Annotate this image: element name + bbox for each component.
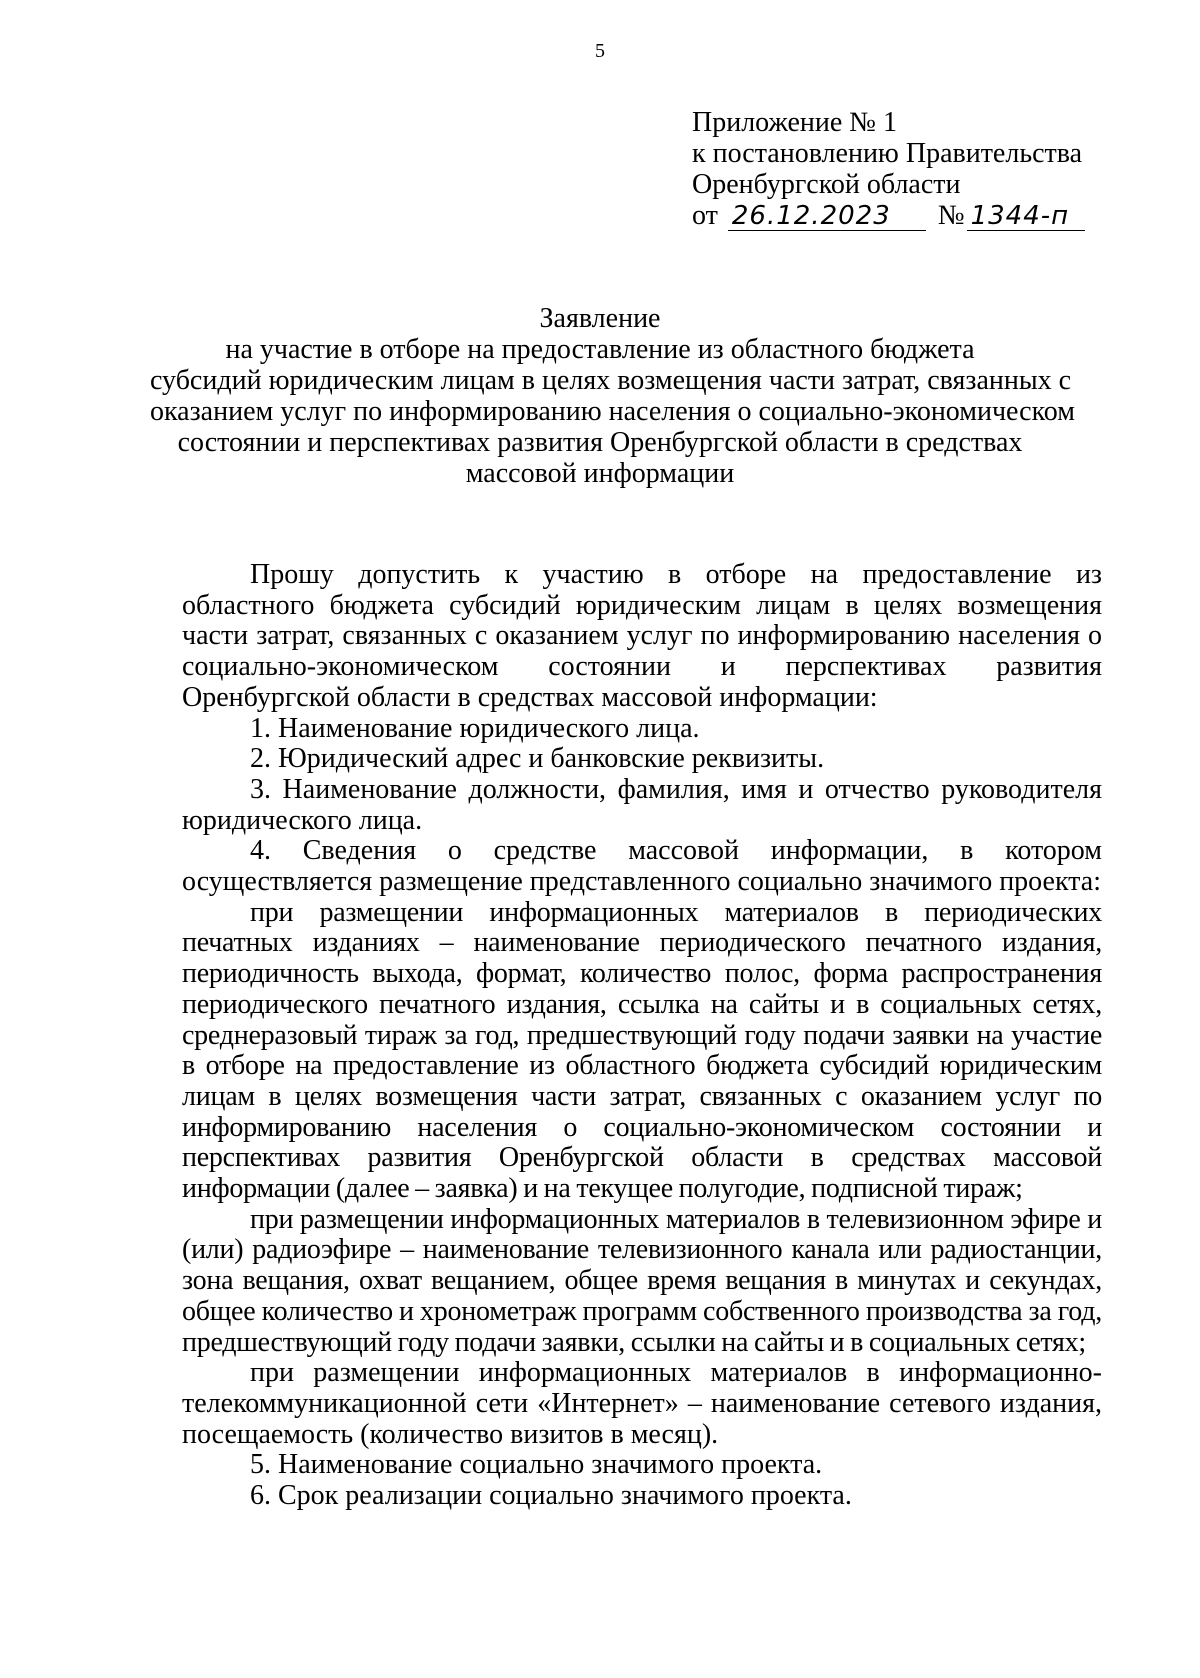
- list-item: 2. Юридический адрес и банковские реквизиты.: [250, 743, 825, 775]
- title-line: на участие в отборе на предоставление из областного бюджета: [225, 334, 975, 365]
- annex-date-line: [692, 200, 1085, 231]
- list-item: 5. Наименование социально значимого проекта.: [250, 1449, 823, 1481]
- annex-block: [692, 107, 1085, 231]
- document-title: [150, 303, 1075, 489]
- title-line: массовой информации: [465, 458, 735, 489]
- sub-paragraph: при размещении информационных материалов в телевизионном эфире и (или) радиоэфире – наименование телевизионного канала или радиостанции, зона вещания, охват вещанием, общее время вещания в минутах и секундах, общее количество и хронометраж программ собственного производства за год, предшествующий году подачи заявки, ссылки на сайты и в социальных сетях;: [182, 1203, 1102, 1358]
- sub-paragraph: при размещении информационных материалов в периодических печатных изданиях – наименование периодического печатного издания, периодичность выхода, формат, количество полос, форма распространения периодического печатного издания, ссылка на сайты и в социальных сетях, среднеразовый тираж за год, предшествующий году подачи заявки на участие в отборе на предоставление из областного бюджета субсидий юридическим лицам в целях возмещения части затрат, связанных с оказанием услуг по информированию населения о социально-экономическом состоянии и перспективах развития Оренбургской области в средствах массовой информации (далее – заявка) и на текущее полугодие, подписной тираж;: [182, 896, 1102, 1205]
- title-line: состоянии и перспективах развития Оренбургской области в средствах: [177, 427, 1023, 458]
- list-item: 1. Наименование юридического лица.: [250, 712, 700, 744]
- document-body: [182, 560, 1102, 1512]
- date-prefix: от: [692, 200, 718, 231]
- handwritten-number: 1344-п: [967, 202, 1085, 231]
- annex-resolution-ref: к постановлению Правительства: [692, 138, 1083, 169]
- sub-paragraph: при размещении информационных материалов в информационно-телекоммуникационной сети «Интернет» – наименование сетевого издания, посещаемость (количество визитов в месяц).: [182, 1357, 1102, 1450]
- title-line: оказанием услуг по информированию населения о социально-экономическом: [150, 396, 1075, 427]
- annex-title: Приложение № 1: [692, 107, 897, 138]
- intro-paragraph: Прошу допустить к участию в отборе на предоставление из областного бюджета субсидий юридическим лицам в целях возмещения части затрат, связанных с оказанием услуг по информированию населения о социально-экономическом состоянии и перспективах развития Оренбургской области в средствах массовой информации:: [182, 559, 1102, 713]
- handwritten-date: 26.12.2023: [728, 202, 926, 231]
- title-heading: Заявление: [539, 303, 661, 334]
- list-item: 3. Наименование должности, фамилия, имя и отчество руководителя юридического лица.: [182, 773, 1102, 836]
- list-item: 4. Сведения о средстве массовой информации, в котором осуществляется размещение представленного социально значимого проекта:: [182, 835, 1102, 898]
- list-item: 6. Срок реализации социально значимого проекта.: [250, 1480, 852, 1512]
- title-line: субсидий юридическим лицам в целях возмещения части затрат, связанных с: [150, 365, 1072, 396]
- number-prefix: №: [937, 200, 965, 231]
- annex-region: Оренбургской области: [692, 169, 961, 200]
- page-number: 5: [595, 40, 605, 62]
